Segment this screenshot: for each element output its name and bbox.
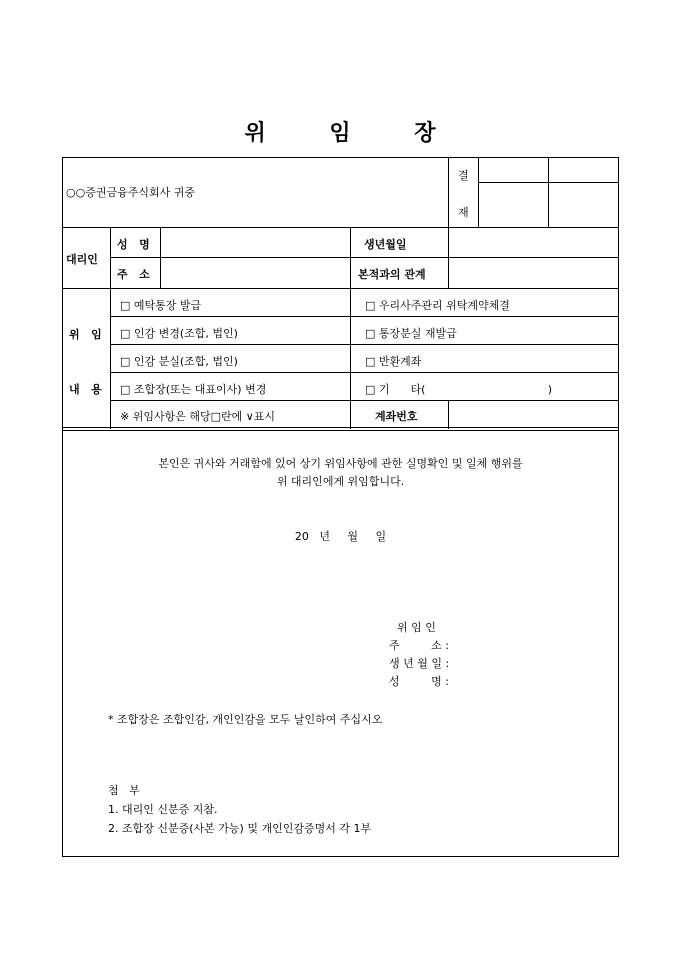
attachment-item: 1. 대리인 신분증 지참.: [108, 803, 218, 816]
section-divider: [62, 427, 619, 428]
seal-note: * 조합장은 조합인감, 개인인감을 모두 날인하여 주십시오: [108, 713, 383, 726]
check-note: ※ 위임사항은 해당□란에 ∨표시: [120, 410, 276, 423]
delegator-birth: 생 년 월 일 :: [389, 657, 450, 670]
agent-birth-label: 생년월일: [364, 238, 407, 251]
option-other[interactable]: □ 기 타( ): [365, 383, 553, 396]
agent-relation-label: 본적과의 관계: [358, 268, 426, 281]
agent-address-field[interactable]: [162, 259, 348, 286]
option-seal-change[interactable]: □ 인감 변경(조합, 법인): [120, 327, 238, 340]
approval-divider: [548, 157, 549, 227]
approval-label-bottom: 재: [458, 206, 469, 219]
option-deposit-passbook[interactable]: □ 예탁통장 발급: [120, 299, 202, 312]
delegator-name: 성 명 :: [389, 675, 449, 688]
row-divider: [110, 344, 619, 345]
approval-label-top: 결: [458, 169, 469, 182]
account-number-label: 계좌번호: [375, 410, 418, 423]
option-passbook-reissue[interactable]: □ 통장분실 재발급: [365, 327, 457, 340]
field-divider: [160, 227, 161, 288]
statement-line-2: 위 대리인에게 위임합니다.: [276, 475, 405, 488]
agent-relation-field[interactable]: [450, 259, 617, 286]
delegation-label-top: 위 임: [69, 328, 102, 341]
section-divider: [62, 288, 619, 289]
delegator-label: 위 임 인: [397, 621, 436, 634]
option-representative-change[interactable]: □ 조합장(또는 대표이사) 변경: [120, 383, 267, 396]
section-divider: [62, 227, 619, 228]
statement-line-1: 본인은 귀사와 거래함에 있어 상기 위임사항에 관한 실명확인 및 일체 행위를: [158, 457, 523, 470]
account-number-field[interactable]: [450, 402, 617, 426]
agent-address-label: 주 소: [117, 268, 150, 281]
row-divider: [110, 257, 619, 258]
attachments-heading: 첨 부: [108, 784, 140, 797]
agent-birth-field[interactable]: [450, 229, 617, 256]
column-divider: [350, 288, 351, 429]
option-return-account[interactable]: □ 반환계좌: [365, 355, 422, 368]
attachment-item: 2. 조합장 신분증(사본 가능) 및 개인인감증명서 각 1부: [108, 822, 372, 835]
delegator-address: 주 소 :: [389, 639, 449, 652]
addressee: ○○증권금융주식회사 귀중: [66, 186, 195, 199]
label-column-divider: [110, 227, 111, 429]
agent-name-label: 성 명: [117, 238, 150, 251]
agent-section-label: 대리인: [66, 253, 98, 266]
statement-date: 20 년 월 일: [294, 530, 387, 543]
option-seal-loss[interactable]: □ 인감 분실(조합, 법인): [120, 355, 238, 368]
approval-divider: [478, 182, 619, 183]
row-divider: [110, 400, 619, 401]
field-divider: [448, 400, 449, 429]
field-divider: [448, 227, 449, 288]
option-trust-contract[interactable]: □ 우리사주관리 위탁계약체결: [365, 299, 510, 312]
field-divider: [350, 227, 351, 288]
document-title: 위 임 장: [244, 121, 464, 146]
approval-divider: [448, 157, 449, 227]
delegation-label-bottom: 내 용: [69, 383, 102, 396]
agent-name-field[interactable]: [162, 229, 348, 256]
approval-divider: [478, 157, 479, 227]
row-divider: [110, 316, 619, 317]
row-divider: [110, 372, 619, 373]
section-divider: [62, 430, 619, 431]
